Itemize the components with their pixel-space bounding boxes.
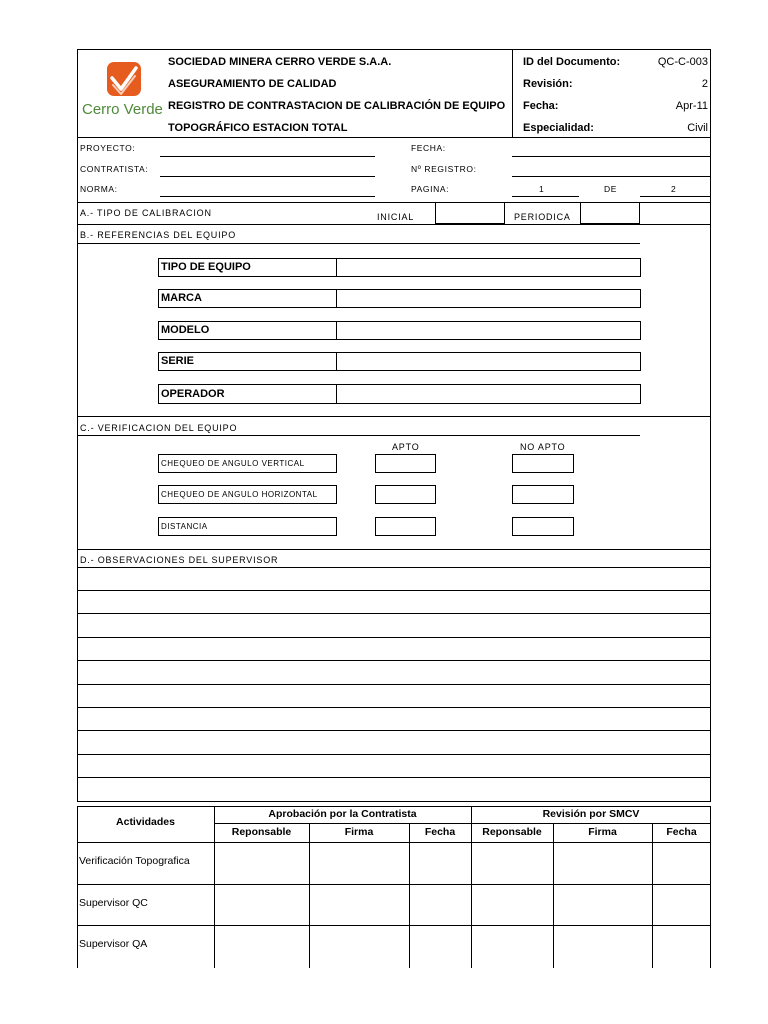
observation-line[interactable] [77, 567, 711, 568]
row-divider [77, 925, 711, 926]
section-b-title: B.- REFERENCIAS DEL EQUIPO [80, 230, 236, 240]
activities-header: Actividades [116, 816, 175, 828]
doc-id-label: ID del Documento: [523, 56, 621, 68]
section-a-bottom-border [77, 224, 711, 225]
department-name: ASEGURAMIENTO DE CALIDAD [168, 78, 337, 90]
observation-line[interactable] [77, 684, 711, 685]
date-label: Fecha: [523, 100, 559, 112]
revision-label: Revisión: [523, 78, 573, 90]
observation-line[interactable] [77, 637, 711, 638]
topographic-verification-row-label: Verificación Topografica [79, 855, 190, 867]
fit-header: APTO [392, 442, 420, 452]
document-title: REGISTRO DE CONTRASTACION DE CALIBRACIÓN DE EQUIPO [168, 100, 506, 112]
operator-label: OPERADOR [161, 388, 225, 400]
page-label: PAGINA: [411, 184, 450, 194]
vertical-angle-check-label: CHEQUEO DE ANGULO VERTICAL [161, 459, 305, 468]
model-label: MODELO [161, 324, 210, 336]
observation-line[interactable] [77, 707, 711, 708]
page-number: 1 [539, 184, 545, 194]
smcv-signature-header: Firma [588, 826, 617, 838]
registry-field[interactable] [512, 176, 711, 177]
logo-text: Cerro Verde [82, 101, 163, 118]
section-c-title: C.- VERIFICACION DEL EQUIPO [80, 423, 238, 433]
serial-label: SERIE [161, 355, 195, 367]
observation-line[interactable] [77, 590, 711, 591]
header-divider [512, 49, 513, 138]
page-of-label: DE [604, 184, 618, 194]
company-logo [80, 58, 166, 120]
operator-input[interactable] [336, 384, 641, 404]
distance-check-label: DISTANCIA [161, 522, 208, 531]
model-input[interactable] [336, 321, 641, 340]
vertical-angle-fit-box[interactable] [375, 454, 436, 473]
date-value: Apr-11 [675, 100, 708, 112]
horizontal-angle-check-label: CHEQUEO DE ANGULO HORIZONTAL [161, 490, 318, 499]
section-a-title: A.- TIPO DE CALIBRACION [80, 208, 212, 218]
section-b-underline [77, 243, 640, 244]
equipment-type-input[interactable] [336, 258, 641, 277]
smcv-review-header: Revisión por SMCV [542, 808, 640, 820]
revision-value: 2 [701, 78, 708, 90]
contractor-responsible-header: Reponsable [231, 826, 292, 838]
col-divider [652, 823, 653, 968]
document-subtitle: TOPOGRÁFICO ESTACION TOTAL [168, 122, 348, 134]
qa-supervisor-row-label: Supervisor QA [79, 938, 148, 950]
serial-input[interactable] [336, 352, 641, 371]
initial-checkbox[interactable] [435, 202, 505, 224]
section-c-top-border [77, 416, 711, 417]
contractor-date-header: Fecha [424, 826, 456, 838]
page-total-line [640, 196, 711, 197]
section-d-top-border [77, 549, 711, 550]
registry-label: Nº REGISTRO: [411, 164, 477, 174]
periodic-label: PERIODICA [514, 212, 571, 222]
page-total: 2 [671, 184, 677, 194]
brand-input[interactable] [336, 289, 641, 308]
specialty-value: Civil [687, 122, 708, 134]
unfit-header: NO APTO [520, 442, 566, 452]
project-label: PROYECTO: [80, 143, 136, 153]
observation-line[interactable] [77, 730, 711, 731]
group-header-divider [214, 823, 711, 824]
smcv-responsible-header: Reponsable [482, 826, 542, 838]
standard-field[interactable] [160, 196, 375, 197]
page-number-line [512, 196, 579, 197]
periodic-checkbox[interactable] [580, 202, 640, 224]
smcv-date-header: Fecha [666, 826, 697, 838]
col-divider [553, 823, 554, 968]
company-name: SOCIEDAD MINERA CERRO VERDE S.A.A. [168, 56, 392, 68]
observation-line[interactable] [77, 613, 711, 614]
specialty-label: Especialidad: [523, 122, 594, 134]
observation-line[interactable] [77, 777, 711, 778]
standard-label: NORMA: [80, 184, 118, 194]
vertical-angle-unfit-box[interactable] [512, 454, 574, 473]
horizontal-angle-fit-box[interactable] [375, 485, 436, 504]
info-date-field[interactable] [512, 156, 711, 157]
contractor-signature-header: Firma [344, 826, 374, 838]
observation-line[interactable] [77, 754, 711, 755]
header-bottom-border [77, 842, 711, 843]
col-divider [309, 823, 310, 968]
contractor-label: CONTRATISTA: [80, 164, 149, 174]
horizontal-angle-unfit-box[interactable] [512, 485, 574, 504]
equipment-type-label: TIPO DE EQUIPO [161, 261, 251, 273]
row-divider [77, 884, 711, 885]
contractor-approval-header: Aprobación por la Contratista [268, 808, 417, 820]
distance-unfit-box[interactable] [512, 517, 574, 536]
qc-supervisor-row-label: Supervisor QC [79, 897, 148, 909]
col-divider [409, 823, 410, 968]
observation-line[interactable] [77, 660, 711, 661]
section-d-title: D.- OBSERVACIONES DEL SUPERVISOR [80, 555, 279, 565]
section-c-underline [77, 435, 640, 436]
contractor-field[interactable] [160, 176, 375, 177]
brand-label: MARCA [161, 292, 202, 304]
project-field[interactable] [160, 156, 375, 157]
doc-id-value: QC-C-003 [657, 56, 708, 68]
info-date-label: FECHA: [411, 143, 446, 153]
initial-label: INICIAL [377, 212, 415, 222]
distance-fit-box[interactable] [375, 517, 436, 536]
